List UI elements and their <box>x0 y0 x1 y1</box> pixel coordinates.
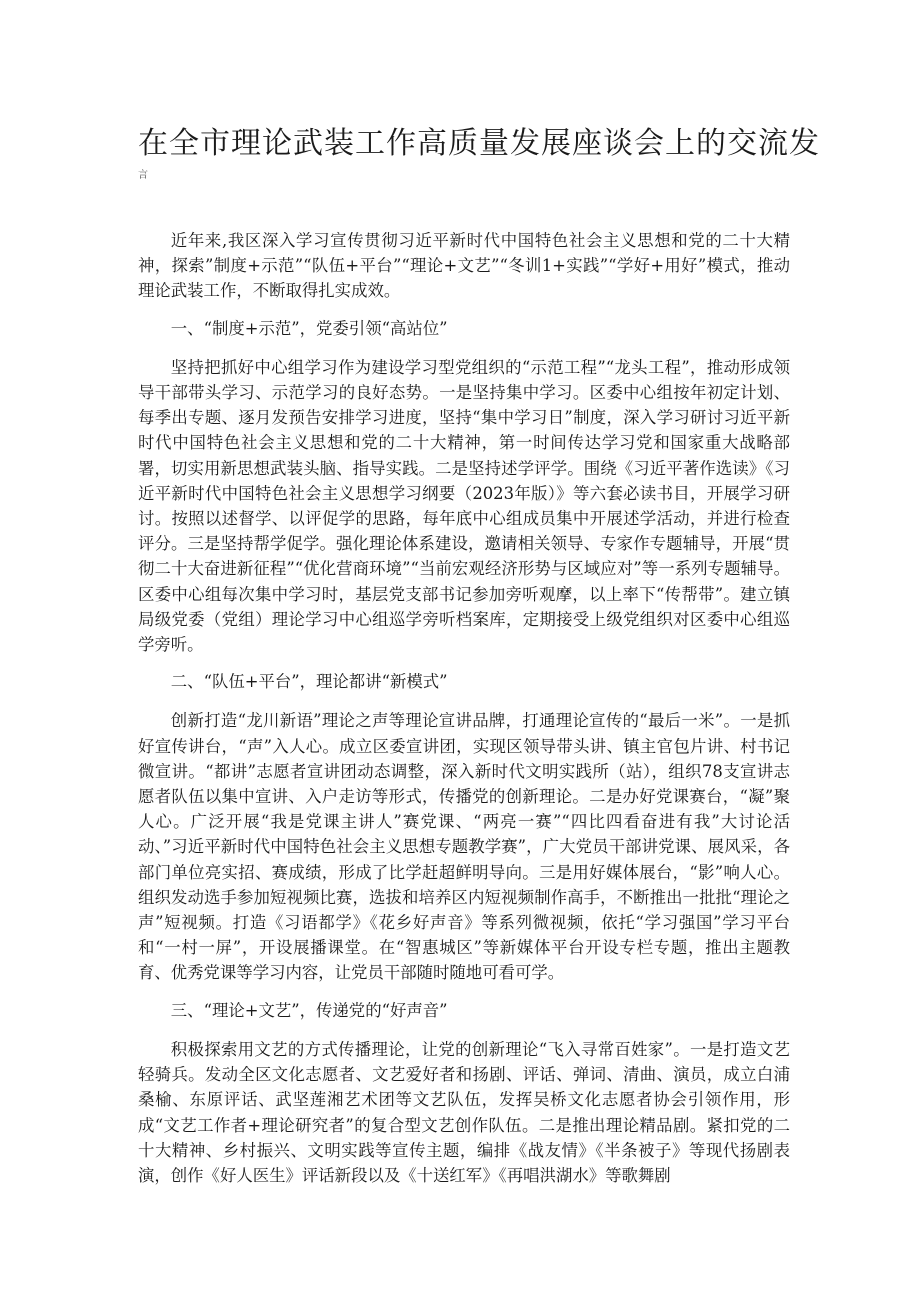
document-title: 在全市理论武装工作高质量发展座谈会上的交流发 <box>138 126 820 161</box>
section-paragraph-2: 创新打造“龙川新语”理论之声等理论宣讲品牌，打通理论宣传的“最后一米”。一是抓好宣传讲台，“声”入人心。成立区委宣讲团，实现区领导带头讲、镇主官包片讲、村书记微宣讲。“都讲”志愿者宣讲团动态调整，深入新时代文明实践所（站），组织78支宣讲志愿者队伍以集中宣讲、入户走访等形式，传播党的创新理论。二是办好党课赛台，“凝”聚人心。广泛开展“我是党课主讲人”赛党课、“两亮一赛”“四比四看奋进有我”大讨论活动、”习近平新时代中国特色社会主义思想专题教学赛”，广大党员干部讲党课、展风采，各部门单位亮实招、赛成绩，形成了比学赶超鲜明导向。三是用好媒体展台，“影”响人心。组织发动选手参加短视频比赛，选拔和培养区内短视频制作高手，不断推出一批批“理论之声”短视频。打造《习语都学》《花乡好声音》等系列微视频，依托“学习强国”学习平台和“一村一屏”，开设展播课堂。在“智惠城区”等新媒体平台开设专栏专题，推出主题教育、优秀党课等学习内容，让党员干部随时随地可看可学。 <box>138 711 790 983</box>
section-paragraph-3: 积极探索用文艺的方式传播理论，让党的创新理论“飞入寻常百姓家”。一是打造文艺轻骑兵。发动全区文化志愿者、文艺爱好者和扬剧、评话、弹词、清曲、演员，成立白浦桑榆、东原评话、武坚莲湘艺术团等文艺队伍，发挥吴桥文化志愿者协会引领作用，形成“文艺工作者+理论研究者”的复合型文艺创作队伍。二是推出理论精品剧。紧扣党的二十大精神、乡村振兴、文明实践等宣传主题，编排《战友情》《半条被子》等现代扬剧表演，创作《好人医生》评话新段以及《十送红军》《再唱洪湖水》等歌舞剧 <box>138 1039 790 1185</box>
section-heading-2: 二、“队伍+平台”，理论都讲“新模式” <box>170 672 448 692</box>
document-title-continuation: 言 <box>138 170 149 181</box>
intro-paragraph: 近年来,我区深入学习宣传贯彻习近平新时代中国特色社会主义思想和党的二十大精神，探索”制度+示范”“队伍+平台”“理论+文艺”“冬训1+实践”“学好+用好”模式，推动理论武装工作，不断取得扎实成效。 <box>138 231 790 301</box>
document-body <box>138 228 790 1200</box>
section-heading-3: 三、“理论+文艺”，传递党的“好声音” <box>170 1000 448 1020</box>
section-paragraph-1: 坚持把抓好中心组学习作为建设学习型党组织的“示范工程”“龙头工程”，推动形成领导干部带头学习、示范学习的良好态势。一是坚持集中学习。区委中心组按年初定计划、每季出专题、逐月发预告安排学习进度，坚持“集中学习日”制度，深入学习研讨习近平新时代中国特色社会主义思想和党的二十大精神，第一时间传达学习党和国家重大战略部署，切实用新思想武装头脑、指导实践。二是坚持述学评学。围绕《习近平著作选读》《习近平新时代中国特色社会主义思想学习纲要（2023年版）》等六套必读书目，开展学习研讨。按照以述督学、以评促学的思路，每年底中心组成员集中开展述学活动，并进行检查评分。三是坚持帮学促学。强化理论体系建设，邀请相关领导、专家作专题辅导，开展“贯彻二十大奋进新征程”“优化营商环境”“当前宏观经济形势与区域应对”等一系列专题辅导。区委中心组每次集中学习时，基层党支部书记参加旁听观摩，以上率下“传帮带”。建立镇局级党委（党组）理论学习中心组巡学旁听档案库，定期接受上级党组织对区委中心组巡学旁听。 <box>138 357 790 655</box>
section-heading-1: 一、“制度+示范”，党委引领“高站位” <box>170 318 448 338</box>
